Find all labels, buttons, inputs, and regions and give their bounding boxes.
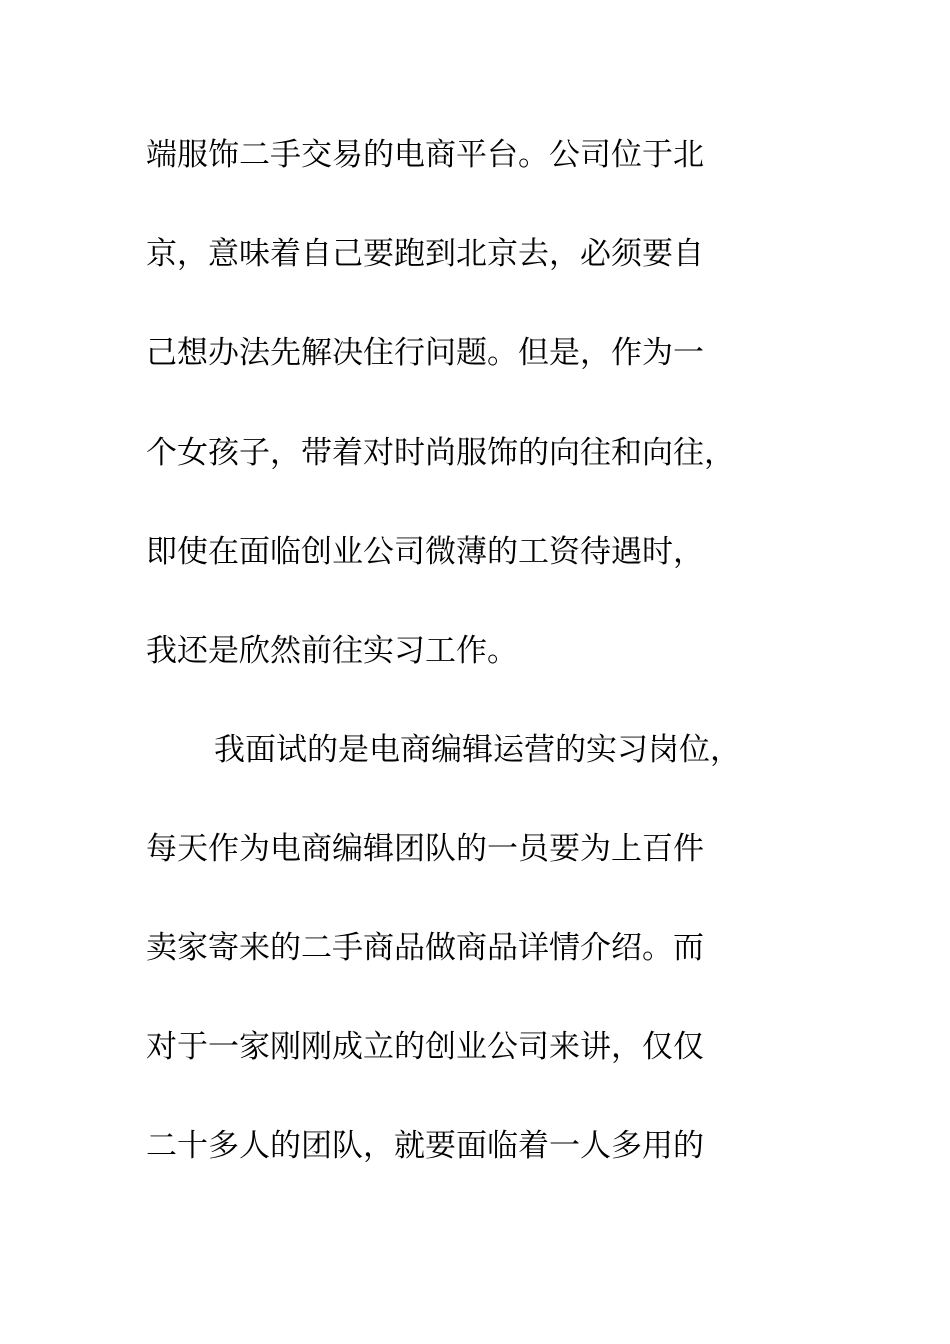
- body-text-line: 端服饰二手交易的电商平台。公司位于北: [146, 137, 704, 173]
- body-text-line: 即使在面临创业公司微薄的工资待遇时，: [146, 534, 704, 570]
- body-text-line: 个女孩子，带着对时尚服饰的向往和向往，: [146, 435, 735, 471]
- body-text-line: 我还是欣然前往实习工作。: [146, 633, 518, 669]
- body-text-line: 京，意味着自己要跑到北京去，必须要自: [146, 236, 704, 272]
- body-text-line: 二十多人的团队，就要面临着一人多用的: [146, 1128, 704, 1164]
- body-text-line: 每天作为电商编辑团队的一员要为上百件: [146, 831, 704, 867]
- body-text-line: 对于一家刚刚成立的创业公司来讲，仅仅: [146, 1029, 704, 1065]
- body-text-line: 己想办法先解决住行问题。但是，作为一: [146, 335, 704, 371]
- paragraph-first-line: 我面试的是电商编辑运营的实习岗位，: [214, 732, 741, 768]
- body-text-line: 卖家寄来的二手商品做商品详情介绍。而: [146, 930, 704, 966]
